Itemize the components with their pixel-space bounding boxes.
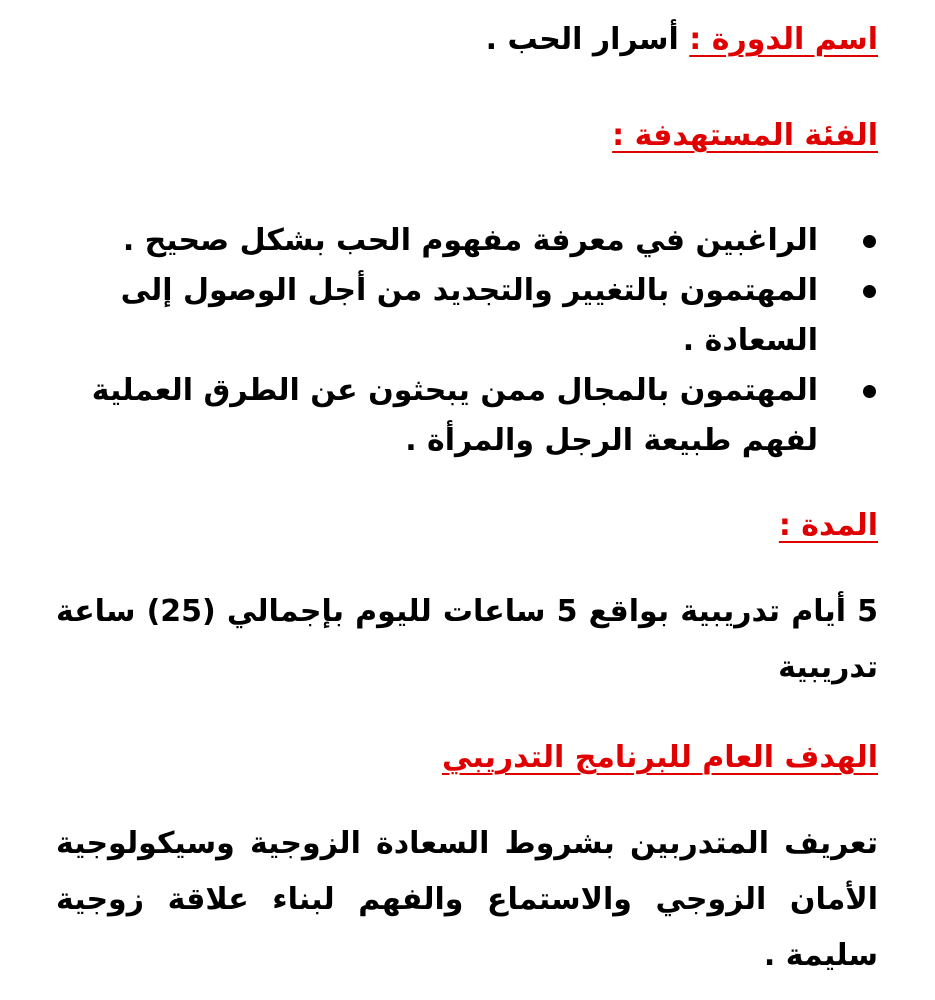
target-audience-list (56, 216, 878, 466)
bullet-dot-icon (863, 385, 876, 398)
goal-text: تعريف المتدربين بشروط السعادة الزوجية وسيكولوجية الأمان الزوجي والاستماع والفهم لبناء علاقة زوجية سليمة . (56, 826, 878, 973)
course-name-value: أسرار الحب . (485, 22, 690, 57)
list-item-text: المهتمون بالمجال ممن يبحثون عن الطرق العملية لفهم طبيعة الرجل والمرأة . (91, 373, 818, 458)
goal-label: الهدف العام للبرنامج التدريبي (442, 740, 878, 775)
course-name-label: اسم الدورة : (689, 22, 878, 57)
duration-heading (779, 504, 878, 548)
goal-heading (442, 736, 878, 780)
course-name-line (486, 18, 878, 62)
target-audience-label: الفئة المستهدفة : (612, 118, 878, 153)
duration-text: 5 أيام تدريبية بواقع 5 ساعات لليوم بإجمالي (25) ساعة تدريبية (56, 594, 879, 685)
list-item (56, 216, 878, 266)
bullet-dot-icon (863, 285, 876, 298)
list-item-text: المهتمون بالتغيير والتجديد من أجل الوصول إلى السعادة . (120, 273, 818, 358)
list-item (56, 366, 878, 466)
list-item-text: الراغبين في معرفة مفهوم الحب بشكل صحيح . (122, 223, 818, 258)
duration-label: المدة : (778, 508, 878, 543)
bullet-dot-icon (863, 235, 876, 248)
list-item (56, 266, 878, 366)
target-audience-heading (612, 114, 878, 158)
